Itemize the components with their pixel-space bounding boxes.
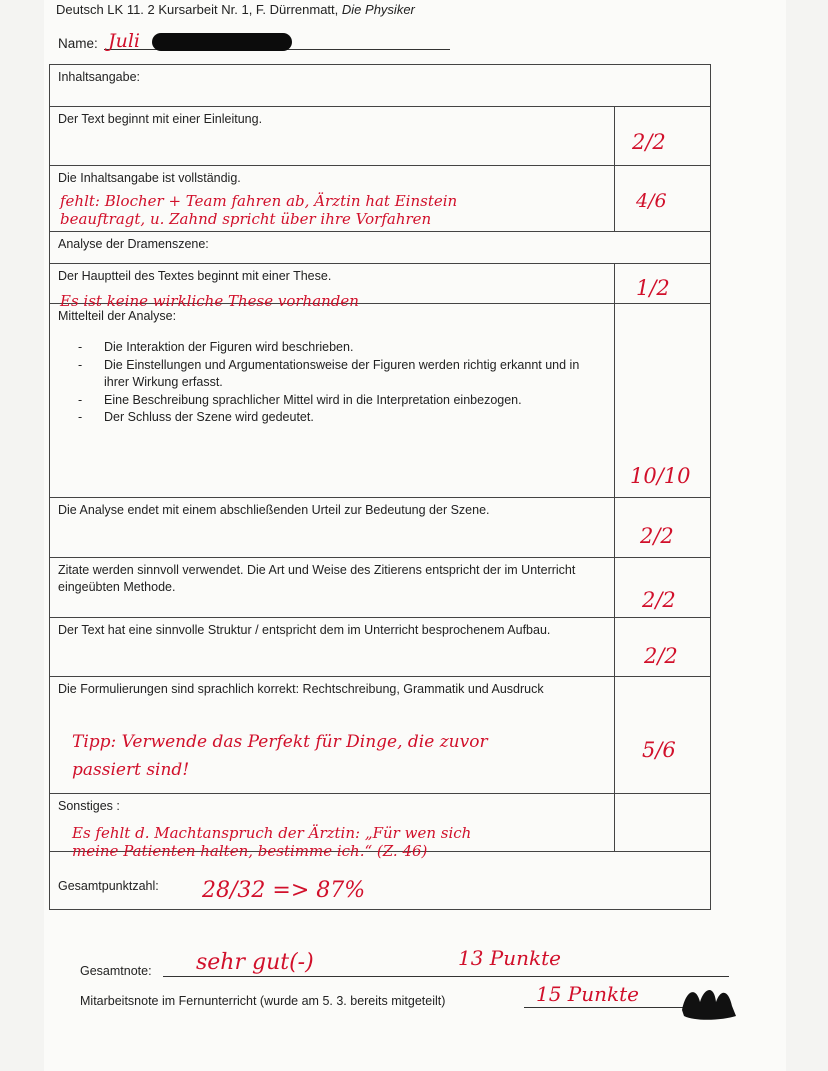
bullet-item: - Eine Beschreibung sprachlicher Mittel wird in die Interpretation einbezogen.	[104, 392, 606, 409]
criterion-row-6	[50, 558, 711, 618]
header-title-italic: Die Physiker	[341, 2, 415, 17]
criterion-text: Der Text hat eine sinnvolle Struktur / entspricht dem im Unterricht besprochenem Aufbau.	[58, 623, 551, 637]
total-row	[50, 852, 711, 910]
section-heading-inhaltsangabe	[50, 65, 711, 107]
signature-scribble	[676, 980, 742, 1024]
total-cell	[50, 852, 711, 910]
score-cell-9	[614, 794, 710, 852]
document-header	[56, 2, 415, 17]
criterion-cell-4	[50, 304, 615, 498]
score-handwritten-6: 2/2	[642, 588, 676, 612]
criterion-text: Die Inhaltsangabe ist vollständig.	[58, 171, 241, 185]
criterion-text: Der Text beginnt mit einer Einleitung.	[58, 112, 263, 126]
criterion-text: Sonstiges :	[58, 799, 120, 813]
criterion-row-7	[50, 618, 711, 677]
redaction-mark	[152, 33, 292, 51]
score-handwritten-3: 1/2	[636, 276, 670, 300]
name-value: Juli	[108, 30, 141, 52]
comment-these: Es ist keine wirkliche These vorhanden	[60, 292, 359, 310]
grading-table	[49, 64, 711, 910]
criterion-text: Die Analyse endet mit einem abschließenden Urteil zur Bedeutung der Szene.	[58, 503, 490, 517]
criterion-text: Mittelteil der Analyse:	[58, 309, 177, 323]
header-title: Deutsch LK 11. 2 Kursarbeit Nr. 1, F. Dürrenmatt,	[56, 2, 339, 17]
comment-tipp-line2: passiert sind!	[72, 760, 190, 780]
criterion-text: Der Hauptteil des Textes beginnt mit einer These.	[58, 269, 332, 283]
score-handwritten-2: 4/6	[636, 190, 667, 212]
name-label: Name:	[58, 36, 98, 51]
bullet-item: - Die Einstellungen und Argumentationsweise der Figuren werden richtig erkannt und in ihrer Wirkung erfasst.	[104, 357, 606, 391]
score-handwritten-8: 5/6	[642, 738, 676, 762]
grade-line	[163, 976, 729, 977]
score-handwritten-5: 2/2	[640, 524, 674, 548]
section-heading-analyse	[50, 232, 711, 264]
criterion-cell-6	[50, 558, 615, 618]
criterion-row-4	[50, 304, 711, 498]
bullet-item: - Der Schluss der Szene wird gedeutet.	[104, 409, 606, 426]
section-row-analyse	[50, 232, 711, 264]
bullet-item: - Die Interaktion der Figuren wird beschrieben.	[104, 339, 606, 356]
criterion-cell-1	[50, 107, 615, 166]
score-cell-8	[614, 677, 710, 794]
participation-points: 15 Punkte	[536, 982, 640, 1006]
grade-value: sehr gut(-)	[196, 950, 314, 975]
criteria-bullet-list	[58, 339, 606, 426]
total-value: 28/32 => 87%	[202, 878, 366, 903]
comment-sonstiges-line1: Es fehlt d. Machtanspruch der Ärztin: „Für wen sich	[72, 824, 472, 842]
criterion-cell-7	[50, 618, 615, 677]
participation-label: Mitarbeitsnote im Fernunterricht (wurde am 5. 3. bereits mitgeteilt)	[80, 994, 446, 1008]
comment-sonstiges-line2: meine Patienten halten, bestimme ich.“ (Z. 46)	[72, 842, 428, 860]
score-handwritten-4: 10/10	[630, 464, 691, 488]
comment-tipp-line1: Tipp: Verwende das Perfekt für Dinge, die zuvor	[72, 732, 488, 752]
criterion-cell-5	[50, 498, 615, 558]
score-handwritten-1: 2/2	[632, 130, 666, 154]
criterion-text: Die Formulierungen sind sprachlich korrekt: Rechtschreibung, Grammatik und Ausdruck	[58, 682, 544, 696]
total-label: Gesamtpunktzahl:	[58, 879, 159, 893]
criterion-row-1	[50, 107, 711, 166]
criterion-row-5	[50, 498, 711, 558]
score-handwritten-7: 2/2	[644, 644, 678, 668]
comment-inhaltsangabe-line2: beauftragt, u. Zahnd spricht über ihre Vorfahren	[60, 210, 432, 228]
comment-inhaltsangabe-line1: fehlt: Blocher + Team fahren ab, Ärztin hat Einstein	[60, 192, 458, 210]
grade-label: Gesamtnote:	[80, 964, 152, 978]
section-heading-text: Analyse der Dramenszene:	[58, 237, 209, 251]
section-heading-text: Inhaltsangabe:	[58, 70, 141, 84]
criterion-text: Zitate werden sinnvoll verwendet. Die Art und Weise des Zitierens entspricht der im Unterricht eingeübten Methode.	[58, 563, 576, 594]
section-row-inhaltsangabe	[50, 65, 711, 107]
grade-points: 13 Punkte	[458, 946, 562, 970]
